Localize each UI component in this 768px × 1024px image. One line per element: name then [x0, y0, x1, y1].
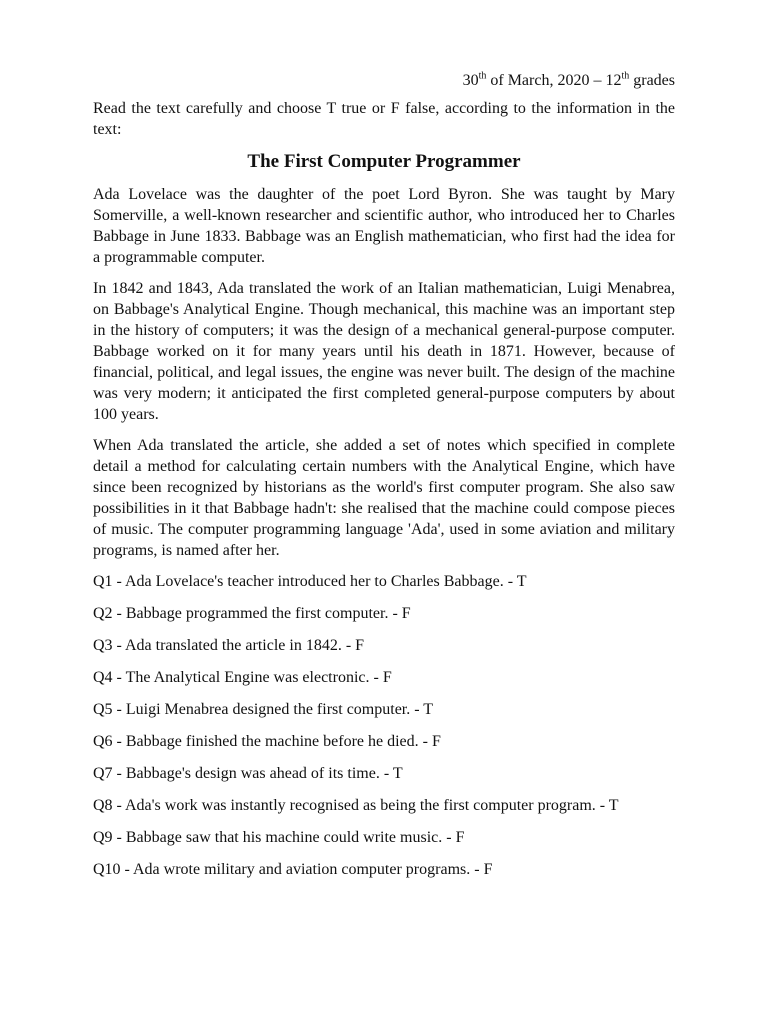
- question-2: Q2 - Babbage programmed the first computer. - F: [93, 605, 411, 622]
- paragraph-1: Ada Lovelace was the daughter of the poet Lord Byron. She was taught by Mary Somerville, a well-known researcher and scientific author, who introduced her to Charles Babbage in June 1833. Babbage was an English mathematician, who first had the idea for a programmable computer.: [93, 186, 675, 266]
- question-3: Q3 - Ada translated the article in 1842. - F: [93, 637, 365, 654]
- question-5: Q5 - Luigi Menabrea designed the first computer. - T: [93, 701, 434, 718]
- instructions: Read the text carefully and choose T true or F false, according to the information in the text:: [93, 100, 675, 138]
- paragraph-3: When Ada translated the article, she added a set of notes which specified in complete detail a method for calculating certain numbers with the Analytical Engine, which have since been recognized by historians as the world's first computer program. She also saw possibilities in it that Babbage hadn't: she realised that the machine could compose pieces of music. The computer programming language 'Ada', used in some aviation and military programs, is named after her.: [93, 437, 675, 559]
- worksheet-page: [93, 70, 675, 891]
- question-list: [93, 571, 675, 880]
- date-day-suffix: th: [478, 70, 487, 82]
- date-rest: of March, 2020 – 12: [486, 72, 622, 89]
- question-8: Q8 - Ada's work was instantly recognised as being the first computer program. - T: [93, 797, 619, 814]
- question-9: Q9 - Babbage saw that his machine could write music. - F: [93, 829, 465, 846]
- paragraph-2: In 1842 and 1843, Ada translated the work of an Italian mathematician, Luigi Menabrea, on Babbage's Analytical Engine. Though mechanical, this machine was an important step in the history of computers; it was the design of a mechanical general-purpose computer. Babbage worked on it for many years until his death in 1871. However, because of financial, political, and legal issues, the engine was never built. The design of the machine was very modern; it anticipated the first completed general-purpose computers by about 100 years.: [93, 280, 675, 423]
- article-title: The First Computer Programmer: [247, 151, 521, 172]
- date-day: 30: [462, 72, 479, 89]
- question-10: Q10 - Ada wrote military and aviation computer programs. - F: [93, 861, 493, 878]
- question-7: Q7 - Babbage's design was ahead of its time. - T: [93, 765, 403, 782]
- question-6: Q6 - Babbage finished the machine before he died. - F: [93, 733, 441, 750]
- date-grade-line: [93, 70, 675, 92]
- question-4: Q4 - The Analytical Engine was electronic. - F: [93, 669, 392, 686]
- grade-suffix: th: [621, 70, 630, 82]
- grade-word: grades: [629, 72, 675, 89]
- question-1: Q1 - Ada Lovelace's teacher introduced her to Charles Babbage. - T: [93, 573, 527, 590]
